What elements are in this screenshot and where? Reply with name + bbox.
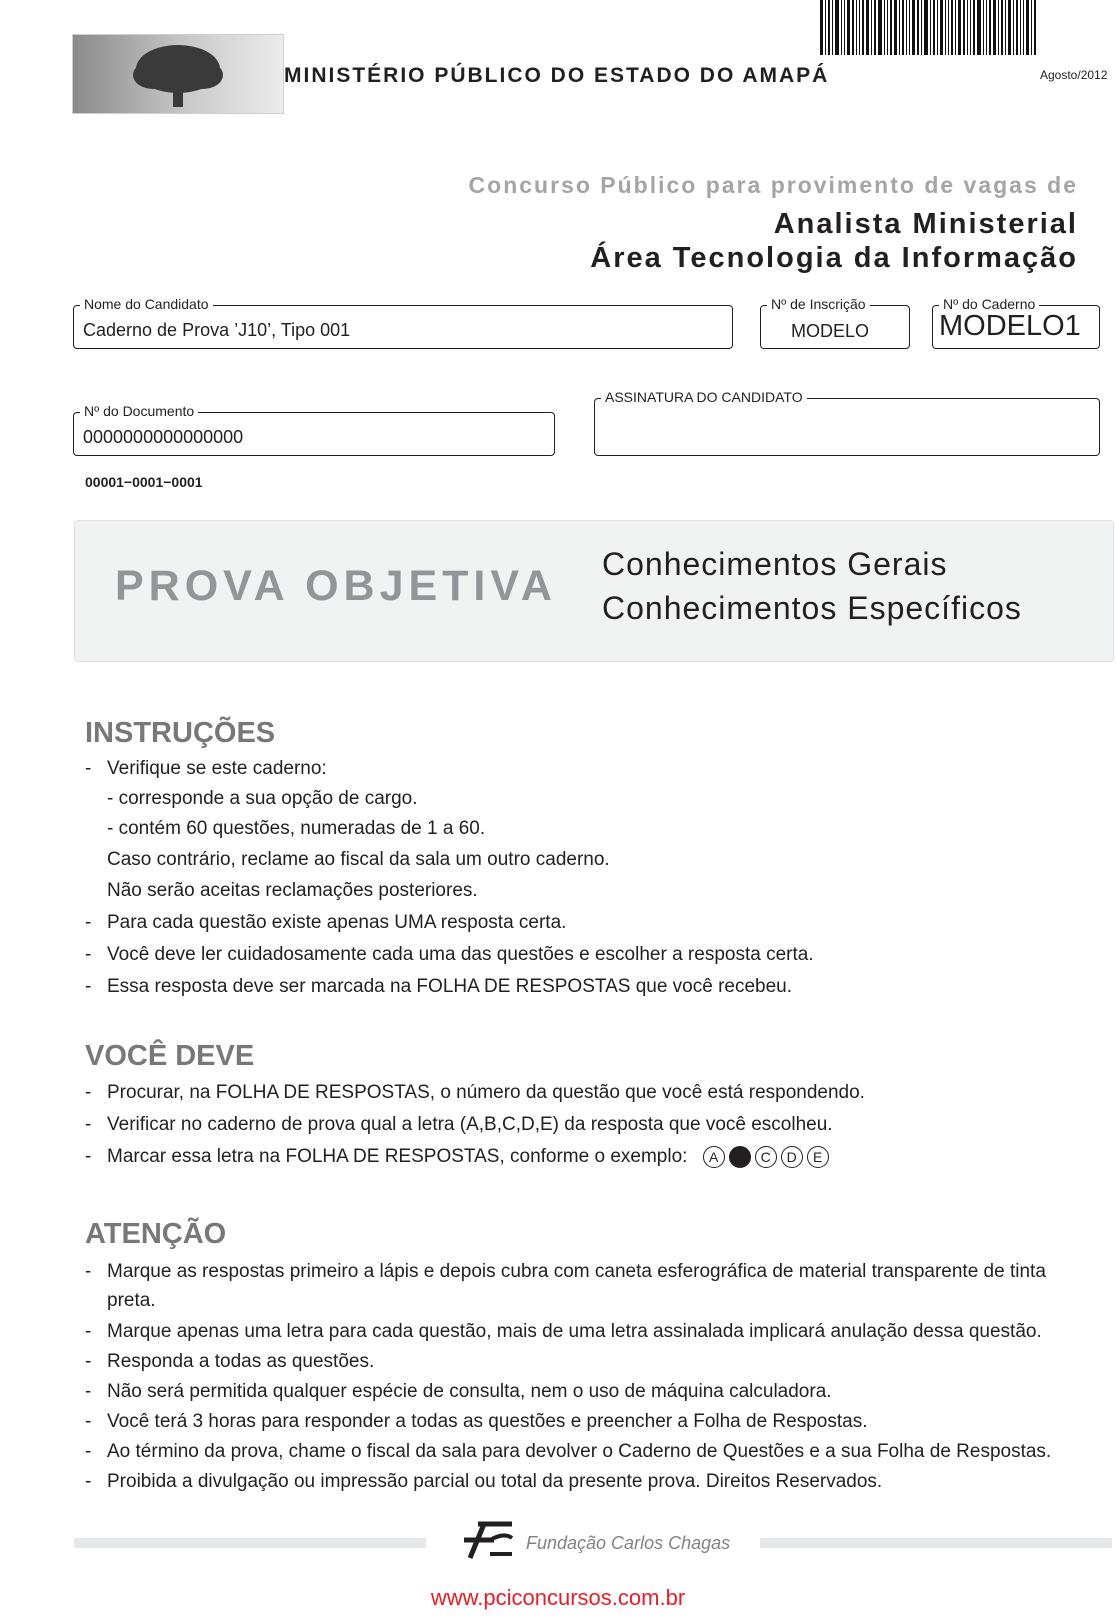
barcode-bar — [841, 0, 842, 55]
barcode-bar — [859, 0, 860, 55]
bubble-a: A — [703, 1146, 725, 1168]
barcode-bar — [963, 0, 965, 55]
barcode-bar — [989, 0, 991, 55]
barcode-bar — [832, 0, 833, 55]
bullet-dash: - — [85, 758, 92, 779]
barcode-bar — [1031, 0, 1032, 55]
barcode-bar — [1026, 0, 1029, 55]
barcode-bar — [1016, 0, 1018, 55]
barcode-bar — [871, 0, 872, 55]
attention-line: - Você terá 3 horas para responder a todas as questões e preencher a Folha de Respostas. — [85, 1411, 868, 1432]
signature-field[interactable] — [594, 389, 1100, 456]
registration-field[interactable] — [760, 296, 910, 349]
barcode-bar — [1001, 0, 1003, 55]
bullet-dash: - — [85, 1471, 92, 1492]
role-title-line1: Analista Ministerial — [773, 208, 1078, 240]
barcode-bar — [967, 0, 968, 55]
candidate-name-label: Nome do Candidato — [80, 296, 213, 312]
barcode-bar — [902, 0, 904, 55]
booklet-value: MODELO1 — [939, 310, 1081, 342]
barcode-bar — [894, 0, 897, 55]
attention-line: - Marque as respostas primeiro a lápis e depois cubra com caneta esferográfica de material transparente de tinta — [85, 1261, 1046, 1282]
attention-line: - Ao término da prova, chame o fiscal da sala para devolver o Caderno de Questões e a sua Folha de Respostas. — [85, 1441, 1052, 1462]
bullet-dash: - — [85, 1114, 92, 1135]
attention-title: ATENÇÃO — [85, 1218, 227, 1250]
instruction-line: - corresponde a sua opção de cargo. — [107, 788, 418, 809]
barcode-bar — [1023, 0, 1024, 55]
exam-date: Agosto/2012 — [1040, 68, 1108, 82]
serial-number: 00001−0001−0001 — [85, 474, 203, 490]
attention-line: - Marque apenas uma letra para cada questão, mais de uma letra assinalada implicará anulação dessa questão. — [85, 1321, 1042, 1342]
barcode-bar — [955, 0, 956, 55]
bullet-dash: - — [85, 1441, 92, 1462]
organizer-name: Fundação Carlos Chagas — [526, 1533, 731, 1553]
tree-logo — [72, 34, 284, 114]
bullet-dash: - — [85, 976, 92, 997]
barcode-bar — [874, 0, 876, 55]
bubble-c: C — [755, 1146, 777, 1168]
attention-line: - Não será permitida qualquer espécie de consulta, nem o uso de máquina calculadora. — [85, 1381, 832, 1402]
barcode-bar — [890, 0, 892, 55]
barcode-bar — [948, 0, 949, 55]
barcode-bar — [825, 0, 826, 55]
barcode-bar — [909, 0, 910, 55]
barcode-bar — [1013, 0, 1014, 55]
barcode-bar — [844, 0, 845, 55]
barcode-bar — [884, 0, 885, 55]
instruction-line: - Verifique se este caderno: — [85, 758, 327, 779]
you-must-title: VOCÊ DEVE — [85, 1040, 255, 1072]
instruction-line: Não serão aceitas reclamações posteriores. — [107, 880, 478, 901]
barcode-bar — [951, 0, 953, 55]
you-must-line: - Marcar essa letra na FOLHA DE RESPOSTAS, conforme o exemplo: A C D E — [85, 1146, 829, 1168]
barcode-bar — [930, 0, 931, 55]
bullet-dash: - — [85, 1351, 92, 1372]
barcode-bar — [828, 0, 830, 55]
barcode-bar — [933, 0, 935, 55]
bullet-dash: - — [85, 912, 92, 933]
barcode-bar — [998, 0, 999, 55]
barcode-bar — [835, 0, 839, 55]
subject-general: Conhecimentos Gerais — [602, 546, 948, 582]
signature-label: ASSINATURA DO CANDIDATO — [601, 389, 807, 405]
document-value: 0000000000000000 — [83, 427, 244, 447]
barcode-bar — [986, 0, 987, 55]
barcode-bar — [887, 0, 888, 55]
barcode-bar — [847, 0, 850, 55]
barcode-bar — [945, 0, 946, 55]
bullet-dash: - — [85, 1261, 92, 1282]
bullet-dash: - — [85, 1411, 92, 1432]
bullet-dash: - — [85, 944, 92, 965]
candidate-name-value: Caderno de Prova ’J10’, Tipo 001 — [83, 320, 351, 340]
answer-example — [703, 1146, 829, 1168]
ministry-title: MINISTÉRIO PÚBLICO DO ESTADO DO AMAPÁ — [284, 64, 830, 87]
document-field[interactable] — [73, 403, 555, 456]
barcode-bar — [906, 0, 907, 55]
candidate-name-field[interactable] — [73, 296, 733, 349]
bullet-dash: - — [85, 1321, 92, 1342]
registration-value: MODELO — [791, 321, 870, 341]
bullet-dash: - — [85, 1082, 92, 1103]
barcode-icon — [820, 0, 1110, 55]
you-must-line: - Procurar, na FOLHA DE RESPOSTAS, o número da questão que você está respondendo. — [85, 1082, 865, 1103]
footer-divider-left — [74, 1538, 426, 1548]
barcode-bar — [940, 0, 943, 55]
instruction-line: - Para cada questão existe apenas UMA resposta certa. — [85, 912, 567, 933]
role-title-line2: Área Tecnologia da Informação — [590, 242, 1078, 274]
barcode-bar — [852, 0, 854, 55]
booklet-field[interactable] — [932, 296, 1100, 349]
instruction-line: - Você deve ler cuidadosamente cada uma das questões e escolher a resposta certa. — [85, 944, 814, 965]
barcode-bar — [1020, 0, 1021, 55]
footer-divider-right — [760, 1538, 1112, 1548]
fcc-logo-icon — [460, 1518, 516, 1562]
bullet-dash: - — [85, 1146, 92, 1168]
barcode-bar — [862, 0, 864, 55]
barcode-bar — [993, 0, 996, 55]
exam-type: PROVA OBJETIVA — [115, 562, 557, 610]
bubble-e: E — [807, 1146, 829, 1168]
bubble-d: D — [781, 1146, 803, 1168]
bullet-dash: - — [85, 1381, 92, 1402]
attention-line: - Proibida a divulgação ou impressão parcial ou total da presente prova. Direitos Reservados. — [85, 1471, 883, 1492]
barcode-bar — [983, 0, 984, 55]
barcode-bar — [899, 0, 900, 55]
barcode-bar — [1005, 0, 1006, 55]
barcode-bar — [958, 0, 961, 55]
barcode-bar — [970, 0, 971, 55]
barcode-bar — [878, 0, 882, 55]
barcode-bar — [820, 0, 823, 55]
barcode-bar — [977, 0, 981, 55]
barcode-bar — [937, 0, 938, 55]
instructions-title: INSTRUÇÕES — [85, 717, 276, 749]
barcode-bar — [856, 0, 857, 55]
barcode-bar — [866, 0, 869, 55]
attention-line: - Responda a todas as questões. — [85, 1351, 375, 1372]
tree-icon — [73, 35, 283, 113]
barcode-bar — [1008, 0, 1011, 55]
attention-line: preta. — [107, 1290, 156, 1311]
barcode-bar — [917, 0, 919, 55]
registration-label: Nº de Inscrição — [767, 296, 870, 312]
barcode-bar — [973, 0, 975, 55]
instruction-line: - Essa resposta deve ser marcada na FOLHA DE RESPOSTAS que você recebeu. — [85, 976, 793, 997]
subject-specific: Conhecimentos Específicos — [602, 590, 1022, 626]
booklet-label: Nº do Caderno — [939, 296, 1039, 312]
instruction-line: - contém 60 questões, numeradas de 1 a 60. — [107, 818, 486, 839]
barcode-bar — [921, 0, 922, 55]
instruction-line: Caso contrário, reclame ao fiscal da sala um outro caderno. — [107, 849, 610, 870]
contest-heading: Concurso Público para provimento de vagas de — [468, 172, 1078, 198]
barcode-bar — [1034, 0, 1036, 55]
you-must-line: - Verificar no caderno de prova qual a letra (A,B,C,D,E) da resposta que você escolheu. — [85, 1114, 833, 1135]
barcode-bar — [924, 0, 928, 55]
website-link[interactable]: www.pciconcursos.com.br — [430, 1585, 686, 1610]
bubble-b-filled — [729, 1146, 751, 1168]
barcode-bar — [912, 0, 915, 55]
document-label: Nº do Documento — [80, 403, 198, 419]
